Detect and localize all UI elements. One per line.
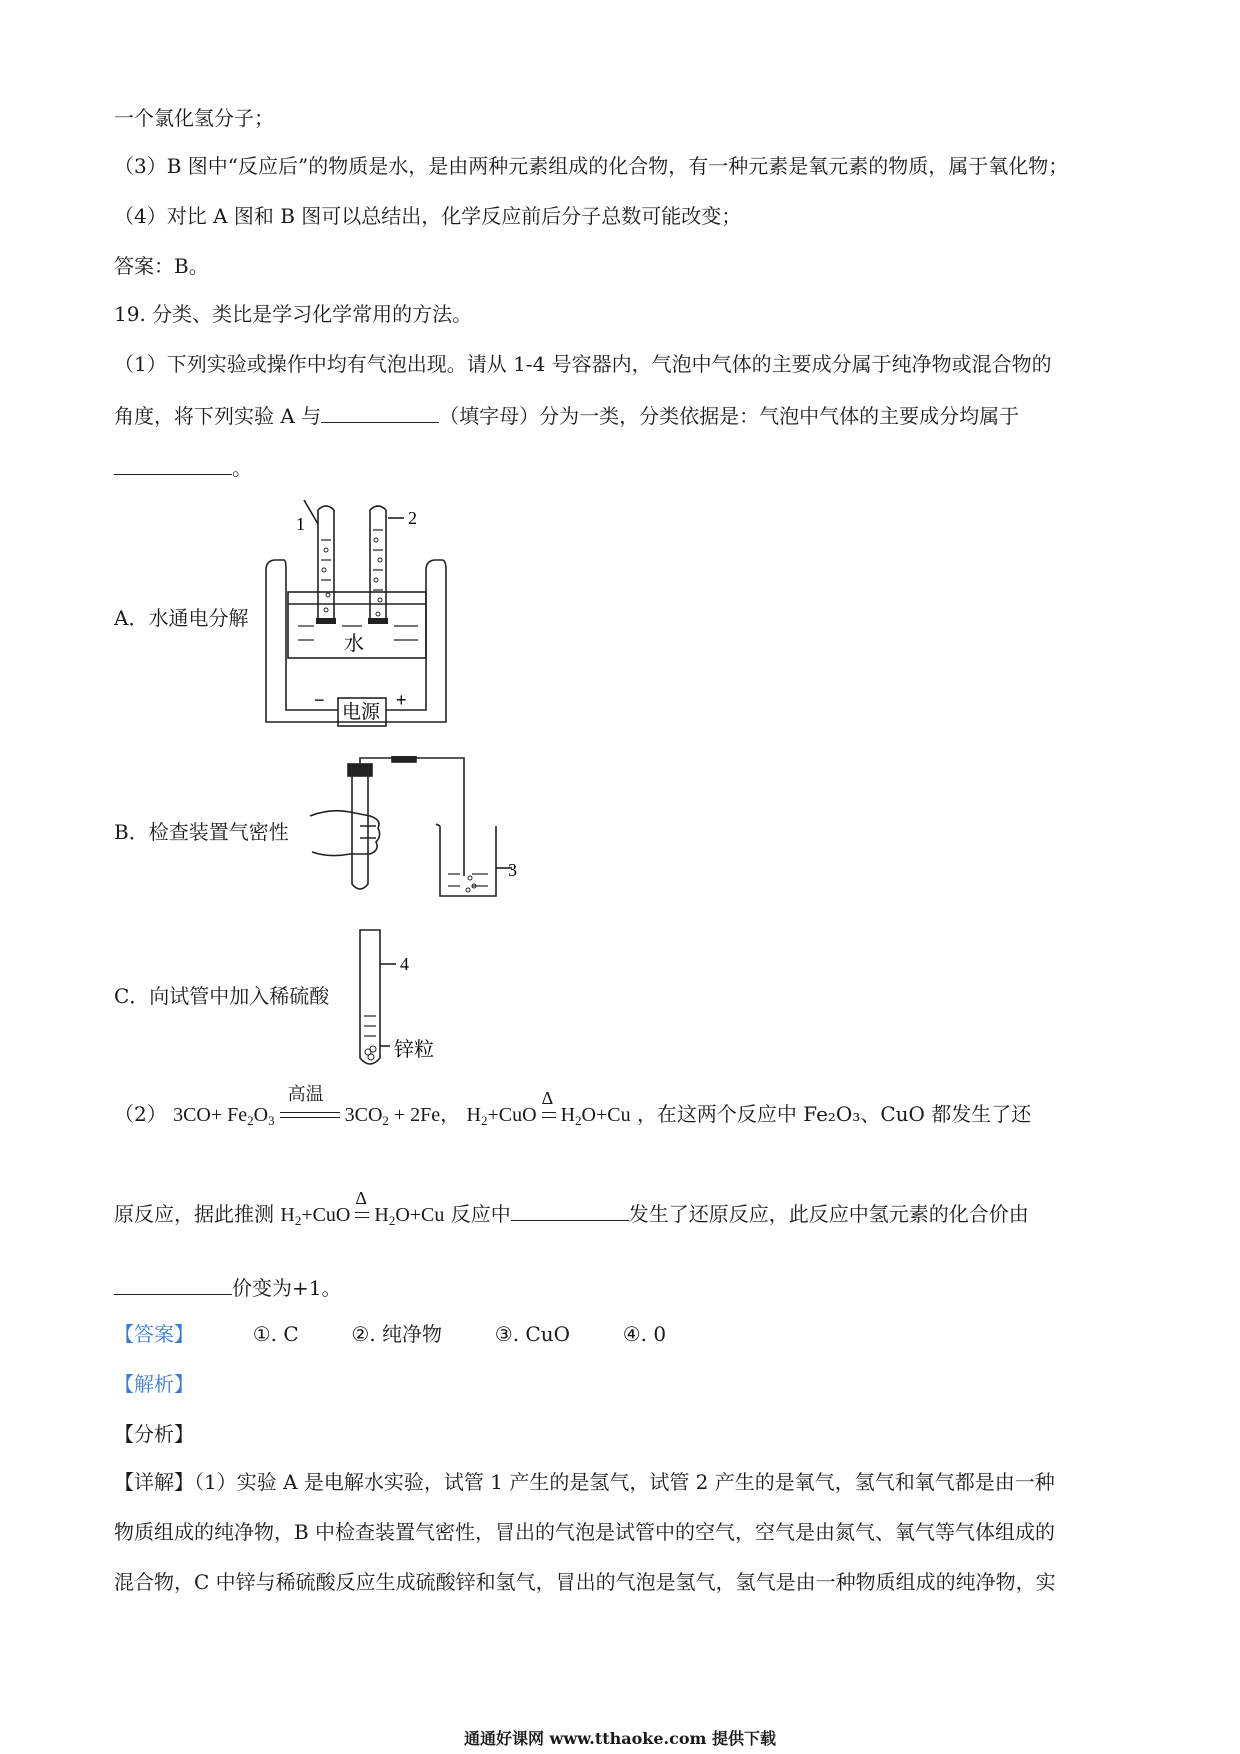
- text-line: [114, 452, 252, 482]
- eq-part: O+Cu: [581, 1104, 631, 1126]
- water-label: 水: [344, 631, 364, 655]
- question-2-line1: [114, 1084, 1032, 1135]
- eq-part: O+Cu: [395, 1204, 445, 1226]
- container-3-label: 3: [508, 860, 517, 880]
- detail-line: 物质组成的纯净物，B 中检查装置气密性，冒出的气泡是试管中的空气，空气是由氮气、氧气等气体组成的: [114, 1520, 1056, 1544]
- text-span: 发生了还原反应，此反应中氢元素的化合价由: [628, 1202, 1029, 1226]
- answer-blank[interactable]: [114, 1272, 232, 1295]
- plus-sign: +: [396, 690, 407, 710]
- answer-item: ③. CuO: [494, 1322, 570, 1346]
- reaction-arrow: [355, 1188, 369, 1226]
- eq-part: O: [253, 1104, 269, 1126]
- figure-b-label: B．检查装置气密性: [114, 820, 289, 844]
- detail-label: 【详解】: [114, 1470, 194, 1494]
- text-line: （1）下列实验或操作中均有气泡出现。请从 1-4 号容器内，气泡中气体的主要成分属于纯净物或混合物的: [114, 352, 1052, 376]
- answer-item: ①. C: [252, 1322, 299, 1346]
- answer-blank[interactable]: [511, 1198, 629, 1221]
- answer-blank[interactable]: [321, 400, 439, 423]
- text-span: 反应中: [450, 1202, 511, 1226]
- text-line: [114, 400, 1019, 430]
- zinc-acid-diagram: [350, 926, 460, 1070]
- question-title: 19. 分类、类比是学习化学常用的方法。: [114, 302, 473, 326]
- text-span: 原反应，据此推测: [114, 1202, 274, 1226]
- airtightness-diagram: [300, 756, 530, 898]
- eq-sub: 2: [388, 1213, 396, 1228]
- tube-2-label: 2: [408, 508, 417, 528]
- text-span: ，在这两个反应中 Fe₂O₃、CuO 都发生了还: [636, 1102, 1032, 1126]
- page-footer: 通通好课网 www.tthaoke.com 提供下载: [463, 1729, 777, 1748]
- answer-label: 【答案】: [114, 1322, 194, 1346]
- eq-part: + 2Fe，: [388, 1104, 461, 1126]
- eq-part: +CuO: [487, 1104, 537, 1126]
- power-source-label: 电源: [342, 701, 381, 723]
- eq-part: 3CO: [344, 1104, 383, 1126]
- eq-part: 3CO+ Fe: [173, 1104, 248, 1126]
- text-span: 角度，将下列实验 A 与: [114, 404, 322, 428]
- figure-a-label: A．水通电分解: [114, 606, 249, 630]
- equation-2-repeat: [280, 1188, 445, 1235]
- text-line: 答案：B。: [114, 254, 209, 278]
- eq-part: H: [560, 1104, 576, 1126]
- text-span: （2）: [114, 1102, 167, 1126]
- answer-blank[interactable]: [114, 452, 232, 475]
- reaction-condition: 高温: [287, 1084, 324, 1105]
- text-line: 一个氯化氢分子；: [114, 106, 274, 130]
- text-span: 。: [232, 456, 252, 480]
- eq-part: +CuO: [301, 1204, 351, 1226]
- eq-sub: 2: [247, 1113, 254, 1128]
- eq-part: H: [280, 1204, 295, 1226]
- text-span: 价变为+1。: [232, 1276, 342, 1300]
- reaction-condition: Δ: [355, 1188, 367, 1209]
- text-line: （3）B 图中“反应后”的物质是水，是由两种元素组成的化合物，有一种元素是氧元素的物质，属于氧化物；: [114, 154, 1069, 178]
- text-line: （4）对比 A 图和 B 图可以总结出，化学反应前后分子总数可能改变；: [114, 204, 742, 228]
- analysis-subheading: 【分析】: [114, 1422, 194, 1446]
- container-4-label: 4: [400, 954, 409, 974]
- eq-sub: 2: [294, 1213, 302, 1228]
- electrolysis-diagram: [258, 500, 468, 740]
- detail-line: [114, 1468, 1055, 1496]
- reaction-arrow: [541, 1088, 556, 1126]
- question-2-line3: [114, 1272, 341, 1302]
- text-span: （1）实验 A 是电解水实验，试管 1 产生的是氢气，试管 2 产生的是氧气，氢气和氧气都是由一种: [194, 1470, 1055, 1494]
- eq-sub: 2: [481, 1113, 488, 1128]
- question-2-line2: [114, 1188, 1029, 1235]
- equation-2: [466, 1088, 631, 1135]
- tube-1-label: 1: [296, 514, 305, 534]
- figure-c-label: C．向试管中加入稀硫酸: [114, 984, 330, 1008]
- eq-sub: 3: [268, 1113, 275, 1128]
- reaction-arrow: [280, 1084, 340, 1126]
- answer-line: [114, 1320, 666, 1348]
- eq-part: H: [374, 1204, 389, 1226]
- equation-1: [173, 1084, 461, 1135]
- answer-item: ④. 0: [622, 1322, 667, 1346]
- minus-sign: −: [314, 690, 325, 710]
- zinc-label: 锌粒: [394, 1037, 434, 1061]
- detail-line: 混合物，C 中锌与稀硫酸反应生成硫酸锌和氢气，冒出的气泡是氢气，氢气是由一种物质组成的纯净物，实: [114, 1570, 1056, 1594]
- text-span: （填字母）分为一类，分类依据是：气泡中气体的主要成分均属于: [439, 404, 1020, 428]
- eq-sub: 2: [382, 1113, 389, 1128]
- answer-item: ②. 纯净物: [351, 1322, 443, 1346]
- eq-sub: 2: [575, 1113, 582, 1128]
- eq-part: H: [466, 1104, 481, 1126]
- analysis-heading: 【解析】: [114, 1372, 194, 1396]
- reaction-condition: Δ: [541, 1088, 554, 1109]
